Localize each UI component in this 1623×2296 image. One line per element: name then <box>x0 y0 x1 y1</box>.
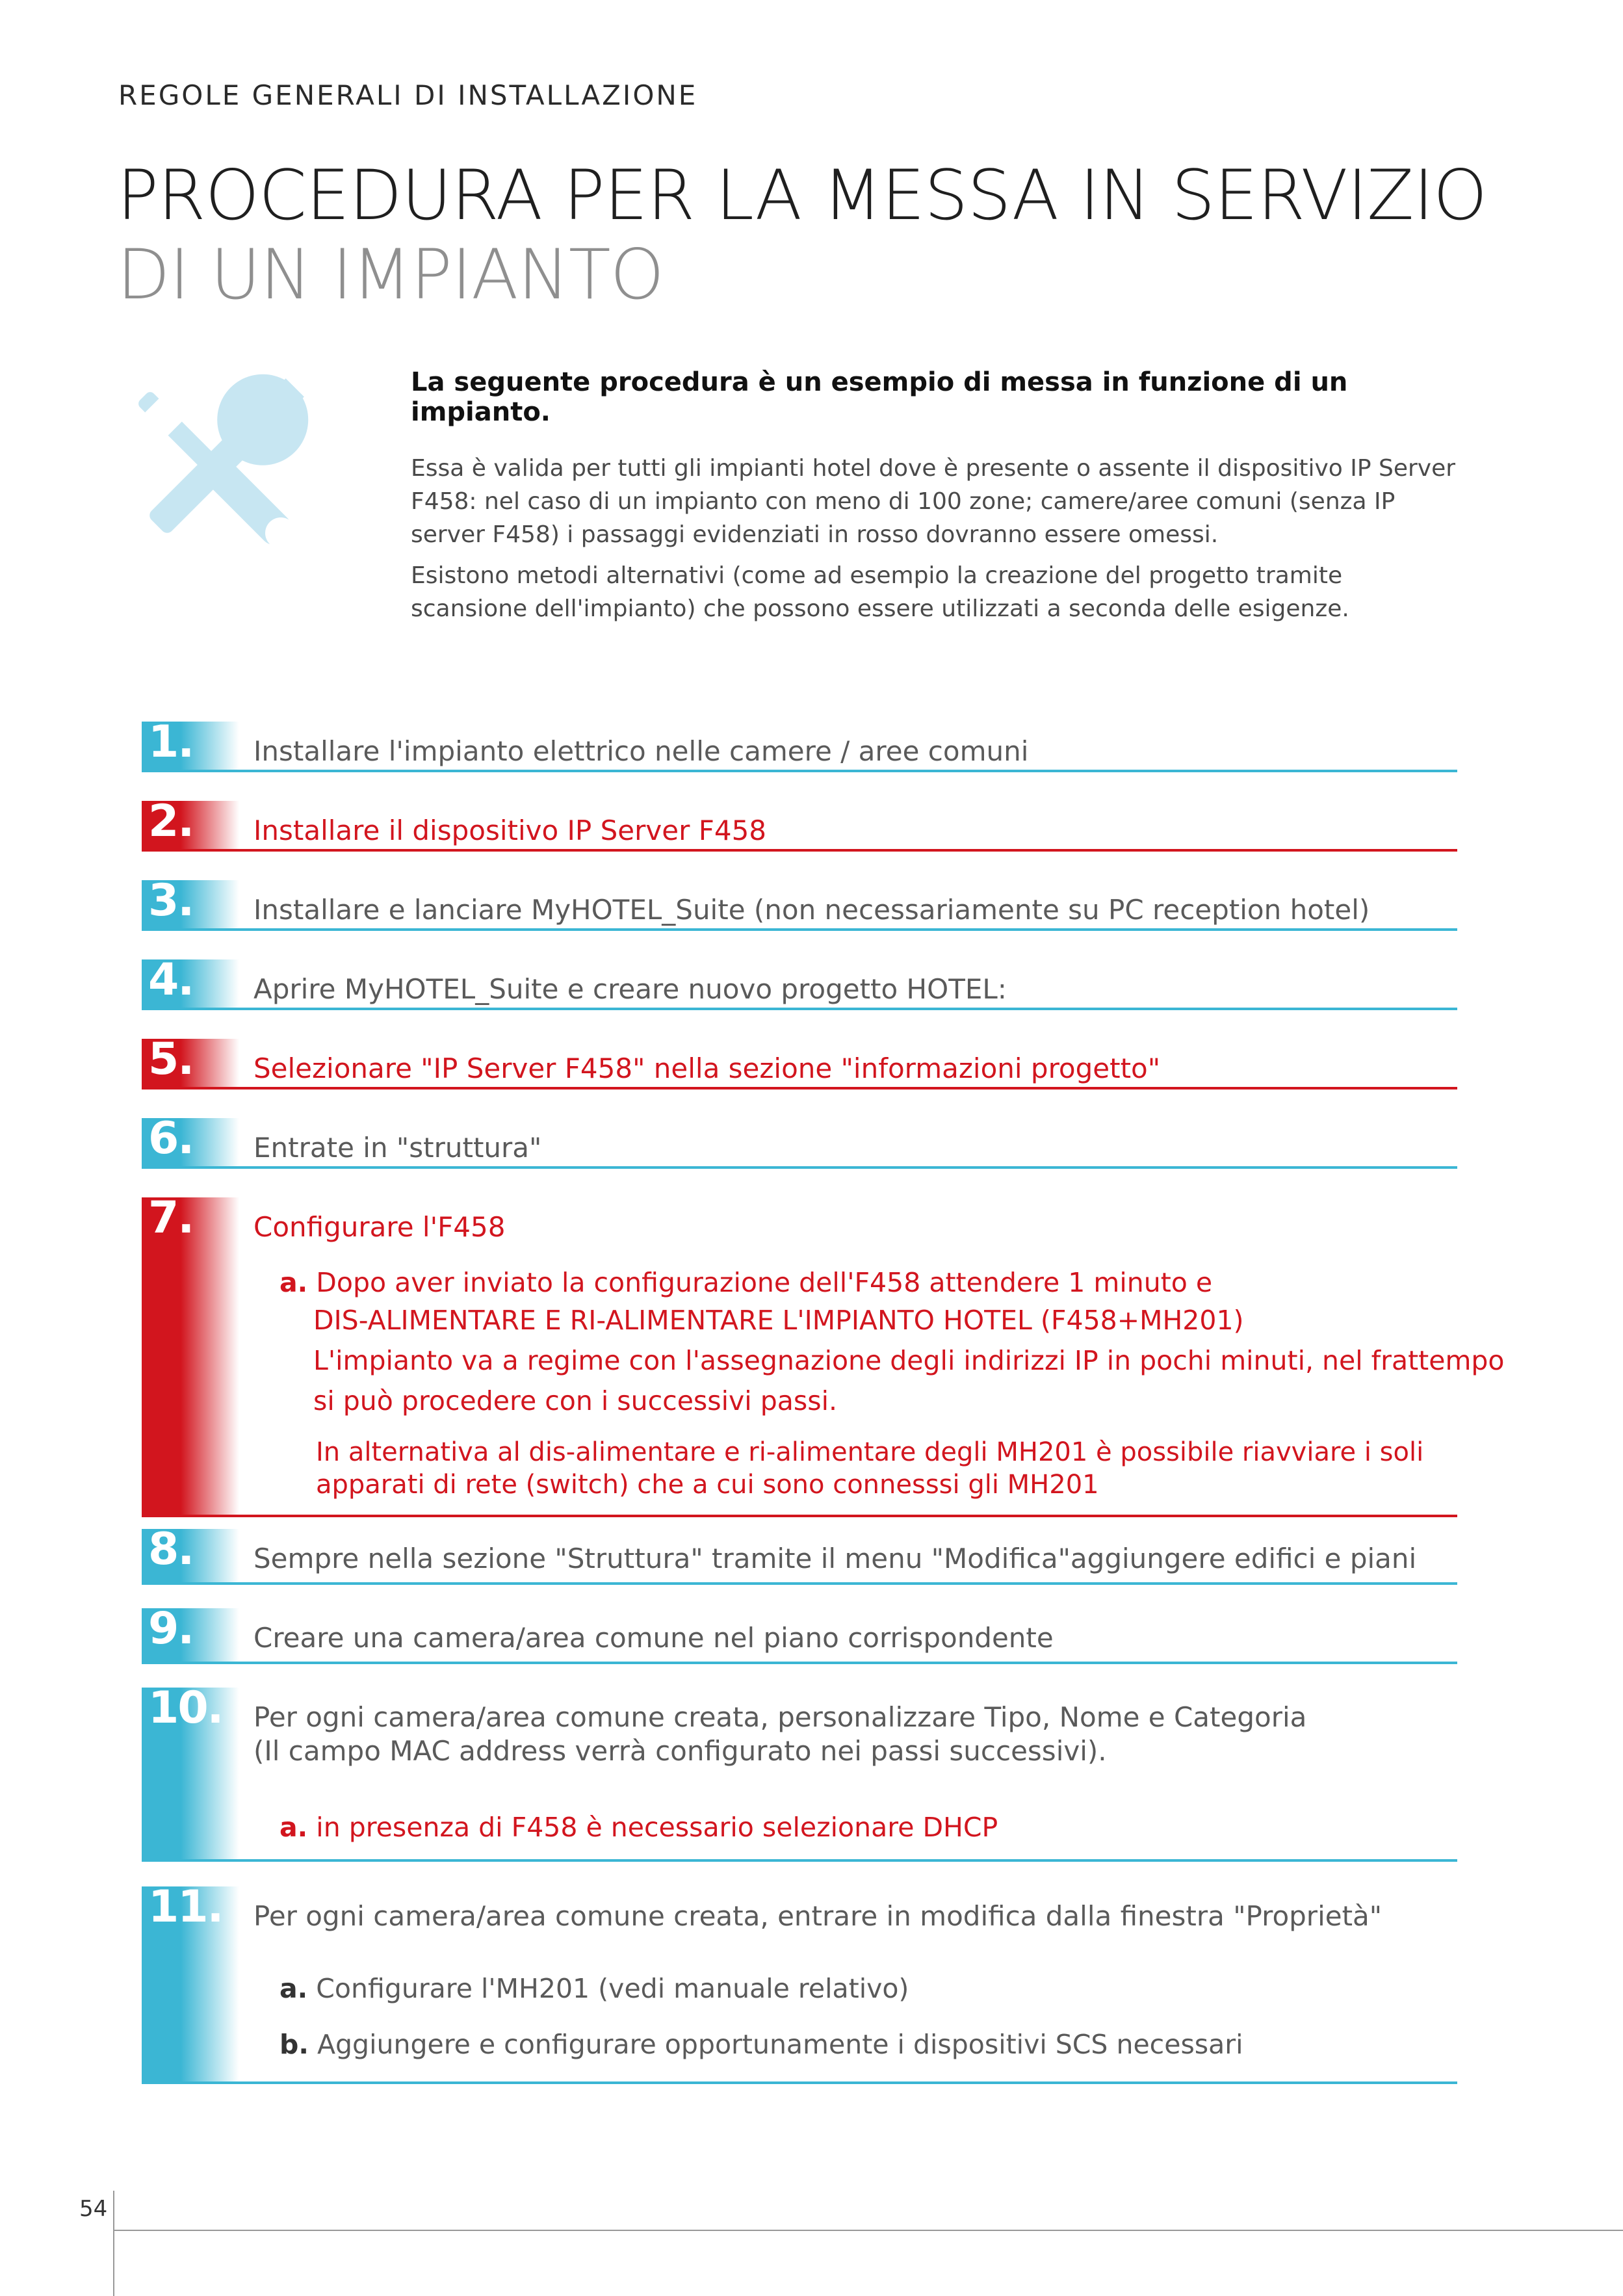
step-9 <box>142 1603 1457 1664</box>
step-number: 11. <box>148 1881 223 1933</box>
page-number: 54 <box>79 2196 108 2222</box>
step-text: Entrate in "struttura" <box>253 1132 542 1164</box>
intro-lead: La seguente procedura è un esempio di messa in funzione di un impianto. <box>411 367 1348 427</box>
step-number-badge <box>142 1603 239 1662</box>
footer-horizontal-rule <box>113 2230 1623 2231</box>
step-number-badge <box>142 1113 239 1166</box>
section-label: REGOLE GENERALI DI INSTALLAZIONE <box>118 79 698 111</box>
step-text: Configurare l'F458 <box>253 1211 506 1243</box>
step-number-badge <box>142 1192 239 1515</box>
step-7-sub-a-line2: DIS-ALIMENTARE E RI-ALIMENTARE L'IMPIANTO HOTEL (F458+MH201) <box>313 1305 1244 1336</box>
step-number: 7. <box>148 1192 194 1244</box>
step-text: Installare e lanciare MyHOTEL_Suite (non necessariamente su PC reception hotel) <box>253 894 1370 926</box>
step-2 <box>142 796 1457 852</box>
step-text: Installare l'impianto elettrico nelle camere / aree comuni <box>253 735 1029 767</box>
step-4 <box>142 954 1457 1010</box>
step-number: 8. <box>148 1524 194 1575</box>
step-number: 3. <box>148 875 194 926</box>
page-title <box>117 156 1487 315</box>
sub-letter: a. <box>279 1973 308 2004</box>
step-text: Sempre nella sezione "Struttura" tramite il menu "Modifica"aggiungere edifici e piani <box>253 1543 1417 1574</box>
sub-letter: a. <box>279 1812 308 1843</box>
step-number: 2. <box>148 796 194 847</box>
step-11-sub-a: a. Configurare l'MH201 (vedi manuale relativo) <box>279 1973 909 2004</box>
tools-icon <box>110 361 318 575</box>
step-number-badge <box>142 1682 239 1859</box>
step-10-sub-a: a. in presenza di F458 è necessario selezionare DHCP <box>279 1812 998 1843</box>
step-number-badge <box>142 954 239 1008</box>
step-10 <box>142 1682 1457 1862</box>
step-number: 4. <box>148 954 194 1006</box>
step-number-badge <box>142 1524 239 1582</box>
sub-letter: a. <box>279 1267 308 1298</box>
step-number: 10. <box>148 1682 223 1734</box>
step-number: 1. <box>148 716 194 768</box>
intro-paragraph-1: Essa è valida per tutti gli impianti hotel dove è presente o assente il dispositivo IP Server F458: nel caso di un impianto con meno di 100 zone; camere/aree comuni (senza IP server F458) i passaggi evidenziati in rosso dovranno essere omessi. <box>411 455 1456 548</box>
step-7 <box>142 1192 1505 1517</box>
intro-block <box>411 367 1464 633</box>
step-7-sub-a-line4: si può procedere con i successivi passi. <box>313 1385 838 1416</box>
step-number: 9. <box>148 1603 194 1654</box>
step-6 <box>142 1113 1457 1169</box>
step-number: 5. <box>148 1034 194 1085</box>
step-7-sub-a-line1: a. Dopo aver inviato la configurazione dell'F458 attendere 1 minuto e <box>279 1267 1213 1298</box>
step-text: Creare una camera/area comune nel piano corrispondente <box>253 1622 1054 1654</box>
step-text: Aprire MyHOTEL_Suite e creare nuovo progetto HOTEL: <box>253 973 1007 1005</box>
step-5 <box>142 1034 1457 1089</box>
step-number-badge <box>142 796 239 849</box>
step-7-sub-a-line3: L'impianto va a regime con l'assegnazione degli indirizzi IP in pochi minuti, nel frattempo <box>313 1345 1505 1376</box>
step-number-badge <box>142 716 239 770</box>
step-number: 6. <box>148 1113 194 1164</box>
step-number-badge <box>142 875 239 928</box>
step-text-line1: Per ogni camera/area comune creata, personalizzare Tipo, Nome e Categoria <box>253 1701 1307 1733</box>
step-1 <box>142 716 1457 772</box>
step-number-badge <box>142 1034 239 1087</box>
sub-letter: b. <box>279 2029 309 2060</box>
step-text-line2: (Il campo MAC address verrà configurato nei passi successivi). <box>253 1735 1107 1767</box>
step-8 <box>142 1524 1457 1585</box>
step-11 <box>142 1881 1457 2084</box>
step-number-badge <box>142 1881 239 2081</box>
step-text: Per ogni camera/area comune creata, entrare in modifica dalla finestra "Proprietà" <box>253 1900 1383 1932</box>
step-7-note-line1: In alternativa al dis-alimentare e ri-alimentare degli MH201 è possibile riavviare i soli <box>316 1437 1424 1467</box>
step-3 <box>142 875 1457 931</box>
step-text: Installare il dispositivo IP Server F458 <box>253 815 767 846</box>
page-title-line1: PROCEDURA PER LA MESSA IN SERVIZIO <box>117 155 1487 235</box>
step-11-sub-b: b. Aggiungere e configurare opportunamente i dispositivi SCS necessari <box>279 2029 1243 2060</box>
page-title-line2: DI UN IMPIANTO <box>117 235 664 315</box>
footer-vertical-rule <box>113 2191 114 2296</box>
step-text: Selezionare "IP Server F458" nella sezione "informazioni progetto" <box>253 1052 1161 1084</box>
intro-paragraph-2: Esistono metodi alternativi (come ad esempio la creazione del progetto tramite scansione dell'impianto) che possono essere utilizzati a seconda delle esigenze. <box>411 562 1349 622</box>
step-7-note-line2: apparati di rete (switch) che a cui sono connesssi gli MH201 <box>316 1470 1099 1500</box>
